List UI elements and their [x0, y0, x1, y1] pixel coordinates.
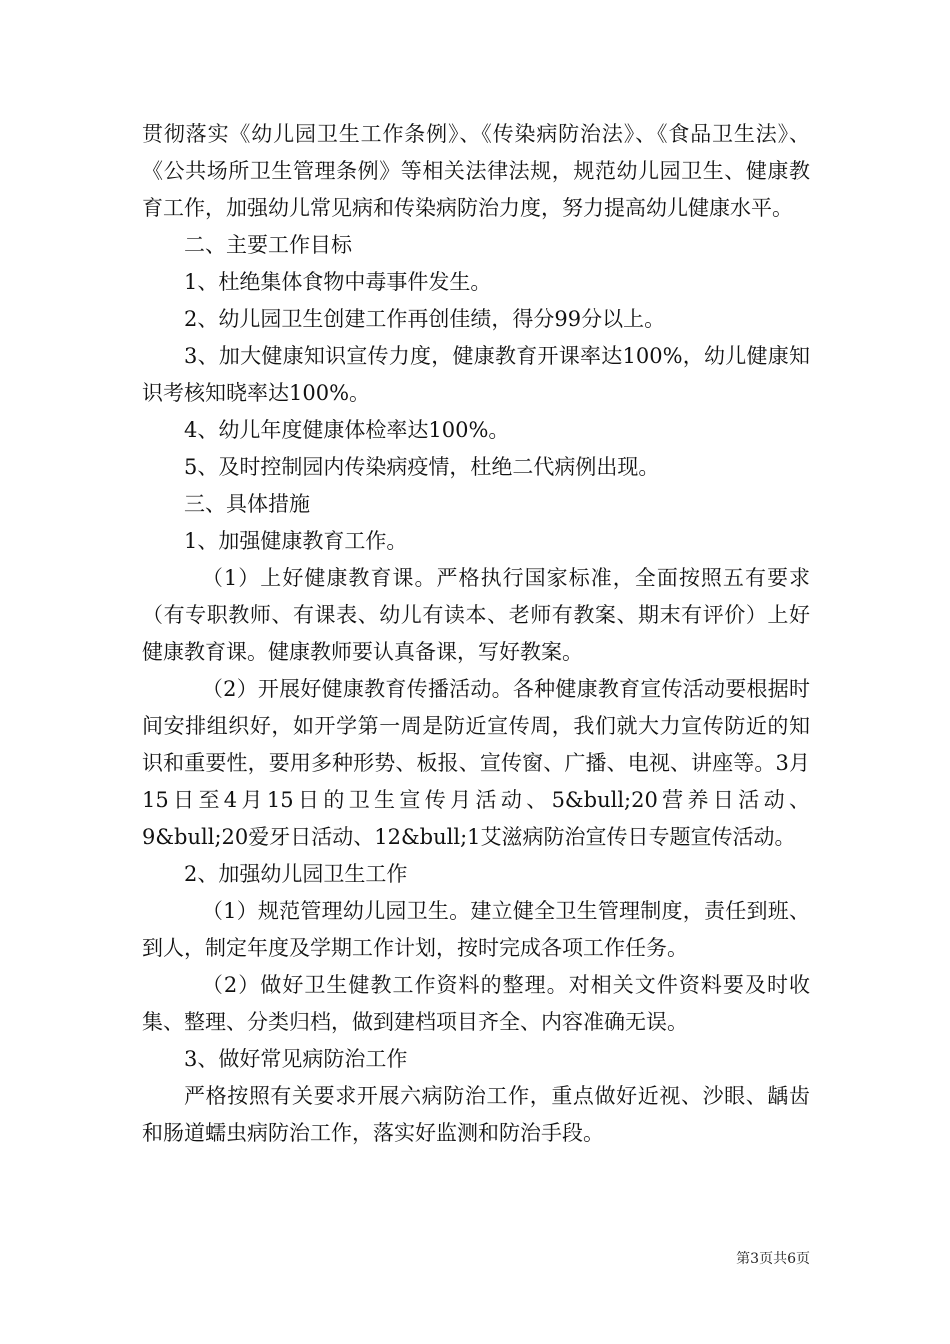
paragraph: （1）规范管理幼儿园卫生。建立健全卫生管理制度，责任到班、到人，制定年度及学期工作计划，按时完成各项工作任务。	[142, 899, 810, 960]
list-item: 2、幼儿园卫生创建工作再创佳绩，得分99分以上。	[184, 307, 666, 331]
subsection-heading: 2、加强幼儿园卫生工作	[184, 862, 408, 886]
paragraph: （2）开展好健康教育传播活动。各种健康教育宣传活动要根据时间安排组织好，如开学第一周是防近宣传周，我们就大力宣传防近的知识和重要性，要用多种形势、板报、宣传窗、广播、电视、讲座等。3月15日至4月15日的卫生宣传月活动、5&bull;20营养日活动、9&bull;20爱牙日活动、12&bull;1艾滋病防治宣传日专题宣传活动。	[142, 677, 810, 849]
page-number: 第3页共6页	[736, 1251, 810, 1267]
list-item: 1、杜绝集体食物中毒事件发生。	[184, 270, 492, 294]
list-item: 4、幼儿年度健康体检率达100%。	[184, 418, 510, 442]
subsection-heading: 3、做好常见病防治工作	[184, 1047, 408, 1071]
paragraph: 严格按照有关要求开展六病防治工作，重点做好近视、沙眼、龋齿和肠道蠕虫病防治工作，落实好监测和防治手段。	[142, 1084, 810, 1145]
subsection-heading: 1、加强健康教育工作。	[184, 529, 408, 553]
paragraph: 贯彻落实《幼儿园卫生工作条例》、《传染病防治法》、《食品卫生法》、《公共场所卫生管理条例》等相关法律法规，规范幼儿园卫生、健康教育工作，加强幼儿常见病和传染病防治力度，努力提高幼儿健康水平。	[142, 122, 810, 220]
section-heading: 二、主要工作目标	[184, 233, 352, 257]
list-item: 5、及时控制园内传染病疫情，杜绝二代病例出现。	[184, 455, 660, 479]
list-item: 3、加大健康知识宣传力度，健康教育开课率达100%，幼儿健康知识考核知晓率达100%。	[142, 344, 810, 405]
paragraph: （1）上好健康教育课。严格执行国家标准，全面按照五有要求（有专职教师、有课表、幼儿有读本、老师有教案、期末有评价）上好健康教育课。健康教师要认真备课，写好教案。	[142, 566, 810, 664]
body-text	[142, 116, 810, 1152]
section-heading: 三、具体措施	[184, 492, 310, 516]
paragraph: （2）做好卫生健教工作资料的整理。对相关文件资料要及时收集、整理、分类归档，做到建档项目齐全、内容准确无误。	[142, 973, 810, 1034]
